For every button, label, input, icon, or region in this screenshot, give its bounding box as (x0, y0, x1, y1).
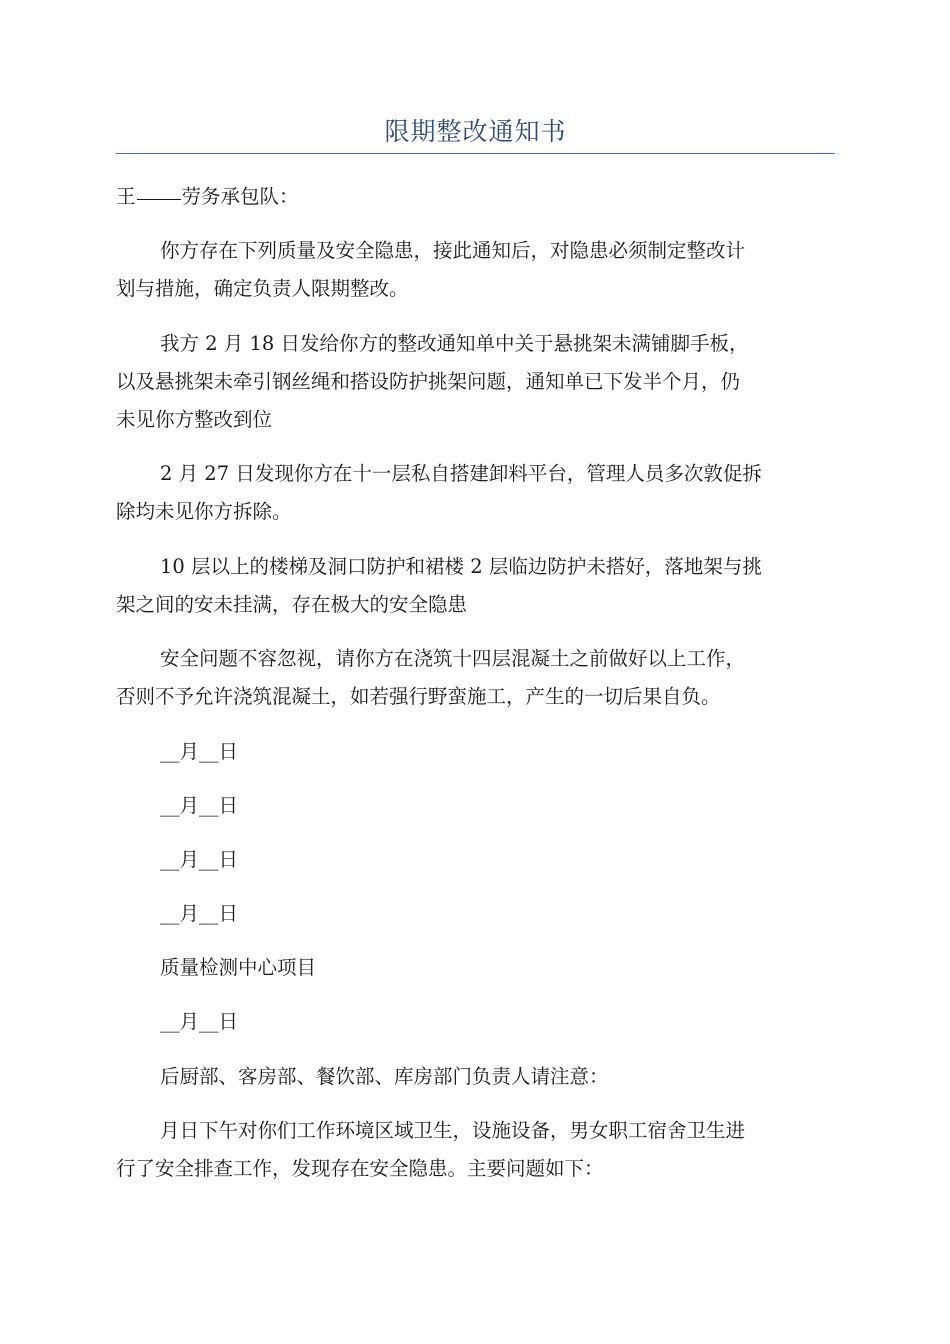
addressee-suffix: 劳务承包队： (181, 185, 299, 208)
title-underline (116, 153, 835, 154)
paragraph-4-line-1: 10 层以上的楼梯及洞口防护和裙楼 2 层临边防护未搭好，落地架与挑 (160, 555, 762, 578)
date-line-1: __月__日 (160, 740, 239, 763)
paragraph-4-line-2: 架之间的安未挂满，存在极大的安全隐患 (116, 593, 468, 616)
date-line-4: __月__日 (160, 902, 239, 925)
paragraph-3-line-2: 除均未见你方拆除。 (116, 500, 292, 523)
paragraph-2-line-1: 我方 2 月 18 日发给你方的整改通知单中关于悬挑架未满铺脚手板， (160, 332, 749, 355)
addressee-line (116, 178, 835, 215)
paragraph-3-line-1: 2 月 27 日发现你方在十一层私自搭建卸料平台，管理人员多次敦促拆 (160, 462, 762, 485)
date-line-3: __月__日 (160, 848, 239, 871)
paragraph-1-line-1: 你方存在下列质量及安全隐患，接此通知后，对隐患必须制定整改计 (160, 239, 746, 262)
paragraph-5-line-2: 否则不予允许浇筑混凝土，如若强行野蛮施工，产生的一切后果自负。 (116, 685, 721, 708)
signer-line: 质量检测中心项目 (160, 956, 317, 979)
paragraph-2-line-3: 未见你方整改到位 (116, 408, 273, 431)
addressee-prefix: 王 (116, 185, 136, 208)
paragraph-1-line-2: 划与措施，确定负责人限期整改。 (116, 277, 409, 300)
paragraph-6-line-1: 月日下午对你们工作环境区域卫生，设施设备，男女职工宿舍卫生进 (160, 1119, 746, 1142)
paragraph-5-line-1: 安全问题不容忽视，请你方在浇筑十四层混凝土之前做好以上工作， (160, 647, 746, 670)
name-blank (137, 199, 181, 200)
document-title: 限期整改通知书 (384, 117, 567, 146)
date-line-5: __月__日 (160, 1010, 239, 1033)
paragraph-2-line-2: 以及悬挑架未牵引钢丝绳和搭设防护挑架问题，通知单已下发半个月，仍 (116, 370, 741, 393)
date-line-2: __月__日 (160, 794, 239, 817)
paragraph-6-line-2: 行了安全排查工作，发现存在安全隐患。主要问题如下： (116, 1157, 604, 1180)
notice-line: 后厨部、客房部、餐饮部、库房部门负责人请注意： (160, 1065, 609, 1088)
